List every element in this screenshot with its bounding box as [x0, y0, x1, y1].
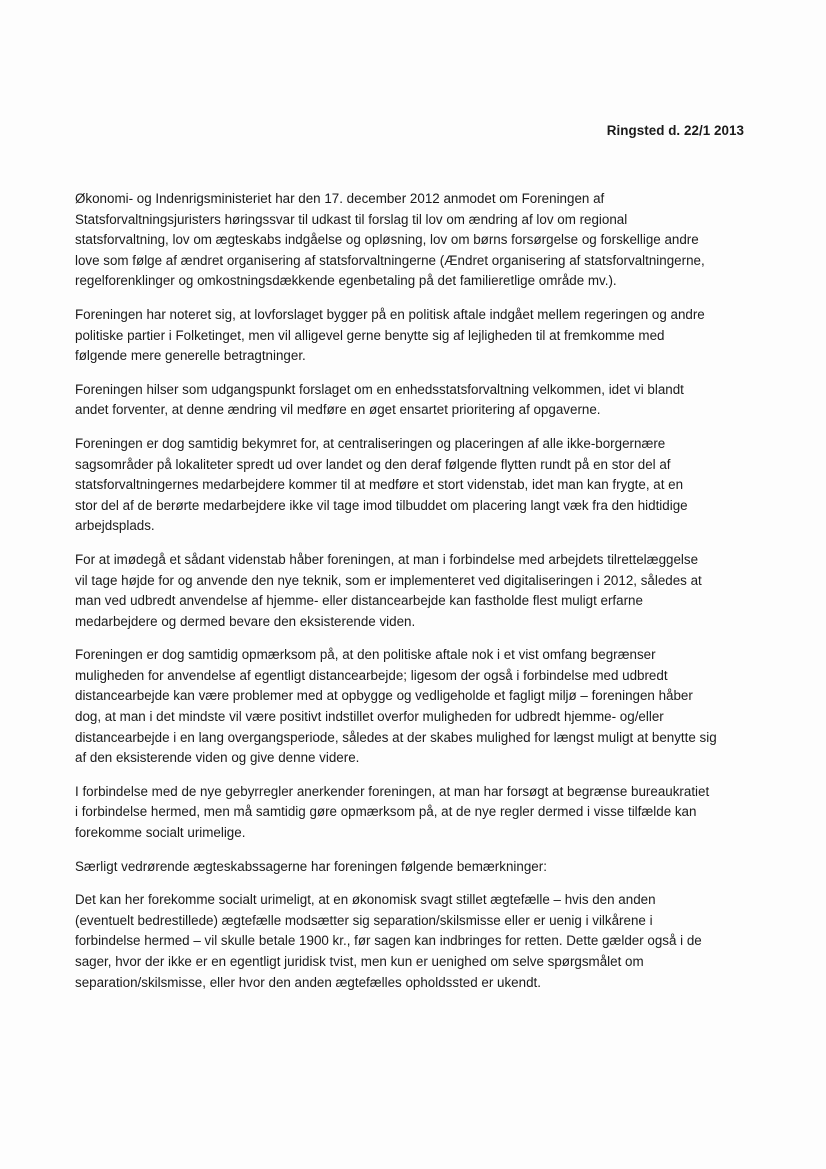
text-line: stor del af de berørte medarbejdere ikke vil tage imod tilbuddet om placering langt væk fra den hidtidige: [75, 497, 688, 513]
text-line: sagsområder på lokaliteter spredt ud over landet og den deraf følgende flytten rundt på en stor del af: [75, 456, 671, 472]
text-line: man ved udbredt anvendelse af hjemme- eller distancearbejde kan fastholde flest muligt erfarne: [75, 593, 643, 609]
text-line: regelforenklinger og omkostningsdækkende egenbetaling på det familieretlige område mv.).: [75, 273, 617, 289]
text-line: (eventuelt bedrestillede) ægtefælle modsætter sig separation/skilsmisse eller er uenig i vilkårene i: [75, 912, 653, 928]
text-line: sager, hvor der ikke er en egentligt juridisk tvist, men kun er uenighed om selve spørgsmålet om: [75, 954, 644, 969]
text-line: arbejdsplads.: [75, 518, 155, 534]
text-line: Foreningen er dog samtidig opmærksom på, at den politiske aftale nok i et vist omfang begrænser: [75, 647, 656, 663]
text-line: separation/skilsmisse, eller hvor den anden ægtefælles opholdssted er ukendt.: [75, 974, 541, 990]
text-line: For at imødegå et sådant videnstab håber foreningen, at man i forbindelse med arbejdets tilrettelæggelse: [75, 551, 699, 567]
text-line: dog, at man i det mindste vil være positivt indstillet overfor muligheden for udbredt hjemme- og/eller: [75, 709, 664, 725]
text-line: Særligt vedrørende ægteskabssagerne har foreningen følgende bemærkninger:: [75, 858, 547, 874]
text-line: distancearbejde kan være problemer med at opbygge og vedligeholde et fagligt miljø – foreningen håber: [75, 688, 693, 704]
paragraph: [75, 434, 750, 537]
text-line: andet forventer, at denne ændring vil medføre en øget ensartet prioritering af opgaverne.: [75, 402, 601, 418]
text-line: medarbejdere og dermed bevare den eksisterende viden.: [75, 613, 416, 629]
text-line: I forbindelse med de nye gebyrregler anerkender foreningen, at man har forsøgt at begrænse bureaukratiet: [75, 783, 710, 799]
paragraph: [75, 645, 750, 769]
place-date-line: Ringsted d. 22/1 2013: [606, 123, 744, 138]
paragraph: [75, 890, 750, 993]
text-line: følgende mere generelle betragtninger.: [75, 348, 306, 364]
text-line: i forbindelse hermed, men må samtidig gøre opmærksom på, at de nye regler dermed i visse tilfælde kan: [75, 804, 697, 820]
text-line: politiske partier i Folketinget, men vil alligevel gerne benytte sig af lejligheden til at fremkomme med: [75, 327, 665, 343]
text-line: Foreningen er dog samtidig bekymret for, at centraliseringen og placeringen af alle ikke-borgernære: [75, 435, 666, 451]
text-line: Det kan her forekomme socialt urimeligt, at en økonomisk svagt stillet ægtefælle – hvis den anden: [75, 892, 656, 908]
text-line: af den eksisterende viden og give denne videre.: [75, 750, 360, 766]
letter-body: [75, 189, 750, 1006]
text-line: forekomme socialt urimelige.: [75, 825, 246, 841]
text-line: Statsforvaltningsjuristers høringssvar til udkast til forslag til lov om ændring af lov om regional: [75, 211, 628, 227]
text-line: muligheden for anvendelse af egentligt distancearbejde; ligesom der også i forbindelse med udbredt: [75, 667, 668, 683]
paragraph: [75, 305, 750, 367]
paragraph: [75, 782, 750, 844]
paragraph: [75, 550, 750, 632]
paragraph: [75, 189, 750, 292]
text-line: Foreningen hilser som udgangspunkt forslaget om en enhedsstatsforvaltning velkommen, idet vi blandt: [75, 381, 684, 397]
paragraph: [75, 380, 750, 421]
text-line: Foreningen har noteret sig, at lovforslaget bygger på en politisk aftale indgået mellem regeringen og andre: [75, 306, 705, 322]
text-line: Økonomi- og Indenrigsministeriet har den 17. december 2012 anmodet om Foreningen af: [75, 191, 605, 206]
text-line: love som følge af ændret organisering af statsforvaltningerne (Ændret organisering af statsforvaltningerne,: [75, 252, 705, 268]
text-line: statsforvaltning, lov om ægteskabs indgåelse og opløsning, lov om børns forsørgelse og forskellige andre: [75, 232, 699, 248]
paragraph: [75, 857, 750, 878]
text-line: statsforvaltningernes medarbejdere kommer til at medføre et stort videnstab, idet man kan frygte, at en: [75, 477, 684, 493]
text-line: vil tage højde for og anvende den nye teknik, som er implementeret ved digitaliseringen i 2012, således at: [75, 572, 702, 588]
text-line: forbindelse hermed – vil skulle betale 1900 kr., før sagen kan indbringes for retten. Dette gælder også i de: [75, 933, 702, 949]
text-line: distancearbejde i en lang overgangsperiode, således at der skabes mulighed for længst muligt at benytte sig: [75, 729, 717, 745]
